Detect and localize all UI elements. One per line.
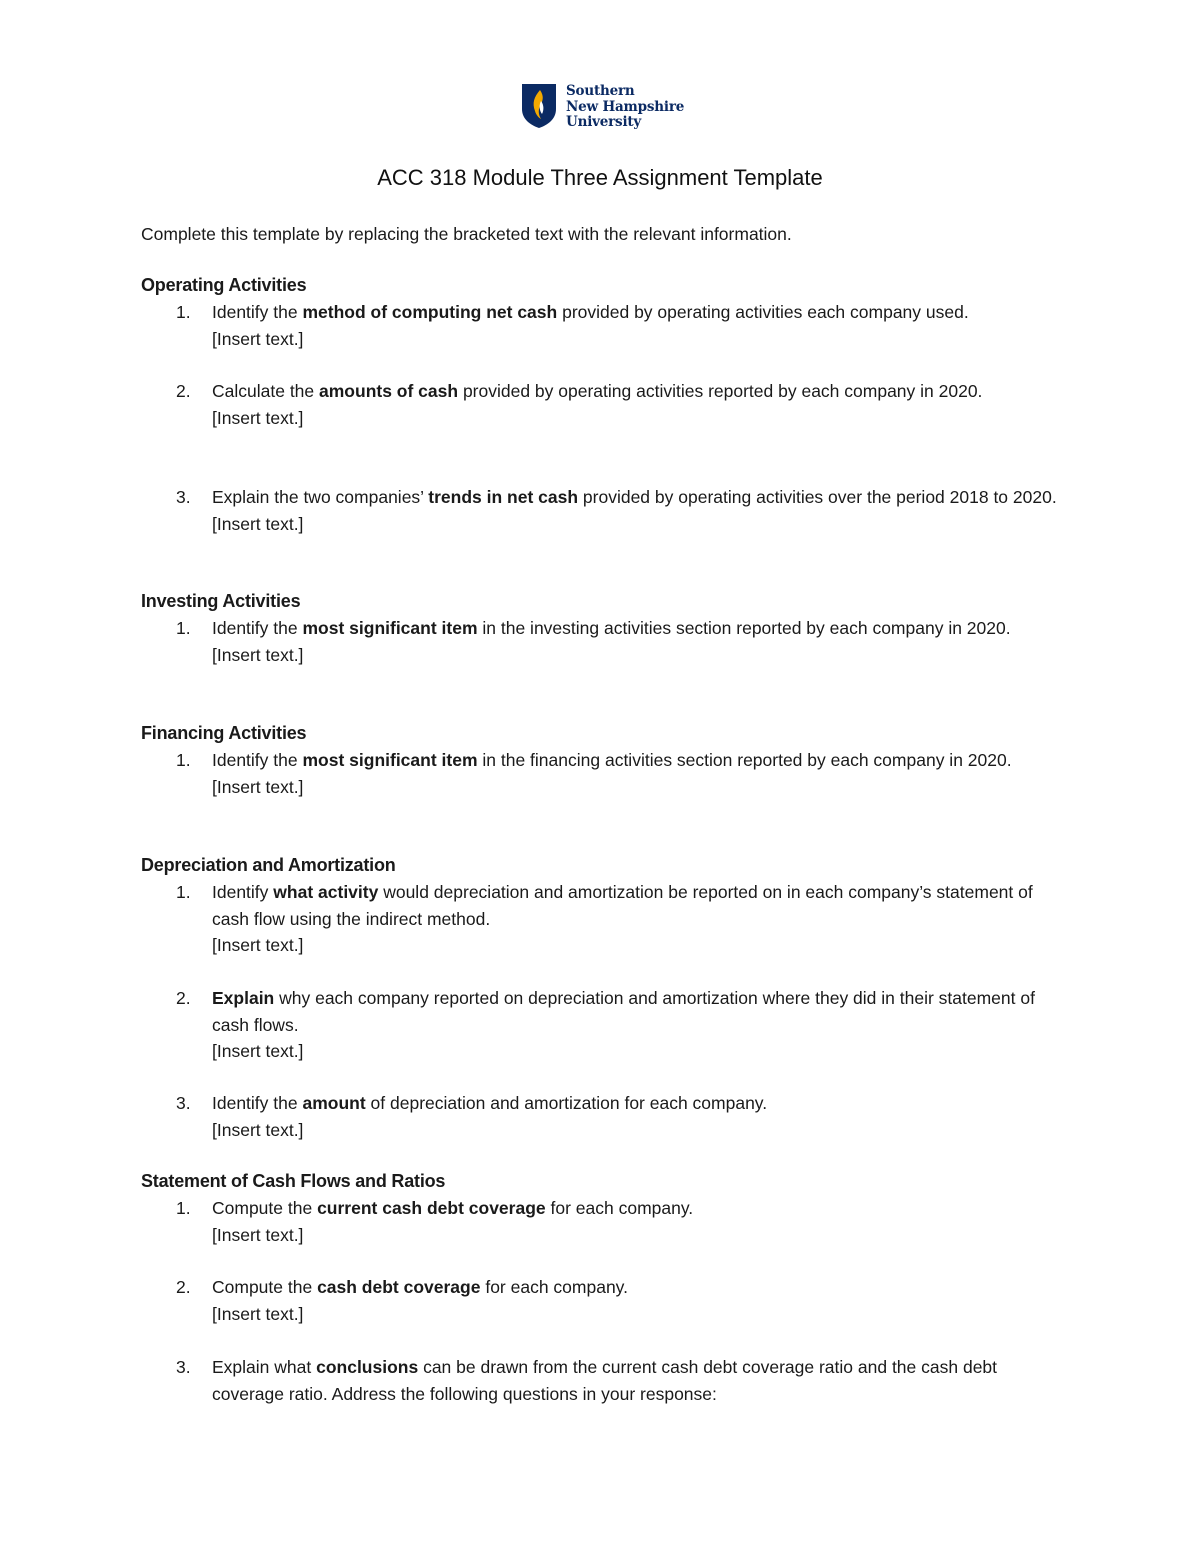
item-text-post: for each company.: [545, 1198, 694, 1218]
heading-depreciation: Depreciation and Amortization: [141, 855, 396, 875]
item-text-post: of depreciation and amortization for each company.: [365, 1093, 768, 1113]
item-text-post: can be drawn from the current cash debt coverage ratio and the cash debt coverage ratio. Address the following questions in your response:: [212, 1357, 998, 1404]
item-number: 3.: [176, 1093, 191, 1113]
item-text-bold: method of computing net cash: [302, 302, 558, 322]
item-text-pre: Identify the: [212, 750, 303, 770]
item-text-post: in the investing activities section reported by each company in 2020.: [477, 618, 1011, 638]
heading-investing: Investing Activities: [141, 591, 301, 611]
document-title: ACC 318 Module Three Assignment Template: [377, 165, 823, 190]
item-number: 3.: [176, 487, 191, 507]
item-text-bold: amount: [302, 1093, 366, 1113]
insert-text-placeholder: [Insert text.]: [212, 1041, 304, 1061]
insert-text-placeholder: [Insert text.]: [212, 1224, 304, 1245]
item-text-pre: Identify the: [212, 302, 303, 322]
heading-operating: Operating Activities: [141, 275, 307, 295]
item-text-post: provided by operating activities each company used.: [557, 302, 969, 322]
item-text-post: for each company.: [480, 1277, 628, 1297]
item-text-pre: Identify the: [212, 618, 303, 638]
item-text-post: provided by operating activities reported by each company in 2020.: [458, 381, 983, 401]
investing-item-1: [141, 615, 1071, 668]
heading-financing: Financing Activities: [141, 723, 307, 743]
item-number: 2.: [176, 988, 191, 1008]
logo-wordmark: [566, 84, 684, 131]
ratios-item-1: [141, 1195, 1071, 1248]
logo-line-3: University: [566, 114, 642, 130]
item-text-post: would depreciation and amortization be reported on in each company’s statement of cash flow using the indirect method.: [212, 882, 1033, 929]
item-text-post: why each company reported on depreciation and amortization where they did in their statement of cash flows.: [212, 988, 1035, 1035]
logo-line-1: Southern: [566, 83, 635, 99]
item-text-bold: what activity: [273, 882, 379, 902]
item-text-pre: Compute the: [212, 1198, 318, 1218]
insert-text-placeholder: [Insert text.]: [212, 513, 304, 534]
item-text-bold: conclusions: [316, 1357, 419, 1377]
insert-text-placeholder: [Insert text.]: [212, 776, 304, 797]
item-text-bold: cash debt coverage: [317, 1277, 481, 1297]
snhu-logo: [521, 83, 684, 131]
ratios-item-3: [141, 1354, 1071, 1407]
depreciation-item-3: [141, 1090, 1071, 1143]
item-number: 2.: [176, 381, 191, 401]
insert-text-placeholder: [Insert text.]: [212, 1119, 304, 1140]
depreciation-item-1: [141, 879, 1071, 959]
insert-text-placeholder: [Insert text.]: [212, 935, 304, 955]
item-number: 1.: [176, 302, 191, 322]
item-number: 2.: [176, 1277, 191, 1297]
item-number: 1.: [176, 750, 191, 770]
item-text-bold: trends in net cash: [428, 487, 579, 507]
item-text-pre: Compute the: [212, 1277, 318, 1297]
item-text-pre: Identify: [212, 882, 274, 902]
item-text-pre: Explain what: [212, 1357, 317, 1377]
shield-flame-icon: [521, 83, 557, 129]
item-text-bold: amounts of cash: [319, 381, 459, 401]
item-text-bold: most significant item: [302, 618, 478, 638]
item-text-pre: Explain the two companies’: [212, 487, 429, 507]
insert-text-placeholder: [Insert text.]: [212, 328, 304, 349]
item-text-bold: current cash debt coverage: [317, 1198, 546, 1218]
operating-item-3: [141, 484, 1071, 537]
insert-text-placeholder: [Insert text.]: [212, 644, 304, 665]
item-number: 1.: [176, 882, 191, 902]
insert-text-placeholder: [Insert text.]: [212, 1303, 304, 1324]
item-number: 1.: [176, 618, 191, 638]
ratios-item-2: [141, 1274, 1071, 1327]
item-text-pre: Calculate the: [212, 381, 320, 401]
logo-line-2: New Hampshire: [566, 98, 685, 115]
item-text-post: in the financing activities section reported by each company in 2020.: [477, 750, 1012, 770]
operating-item-2: [141, 378, 1071, 431]
item-text-bold: Explain: [212, 988, 275, 1008]
item-number: 1.: [176, 1198, 191, 1218]
item-text-bold: most significant item: [302, 750, 478, 770]
item-text-post: provided by operating activities over the period 2018 to 2020.: [578, 487, 1057, 507]
insert-text-placeholder: [Insert text.]: [212, 407, 304, 428]
depreciation-item-2: [141, 985, 1071, 1065]
operating-item-1: [141, 299, 1071, 352]
intro-text: Complete this template by replacing the bracketed text with the relevant information.: [141, 224, 792, 244]
heading-ratios: Statement of Cash Flows and Ratios: [141, 1171, 446, 1191]
financing-item-1: [141, 747, 1071, 800]
item-text-pre: Identify the: [212, 1093, 303, 1113]
item-number: 3.: [176, 1357, 191, 1377]
